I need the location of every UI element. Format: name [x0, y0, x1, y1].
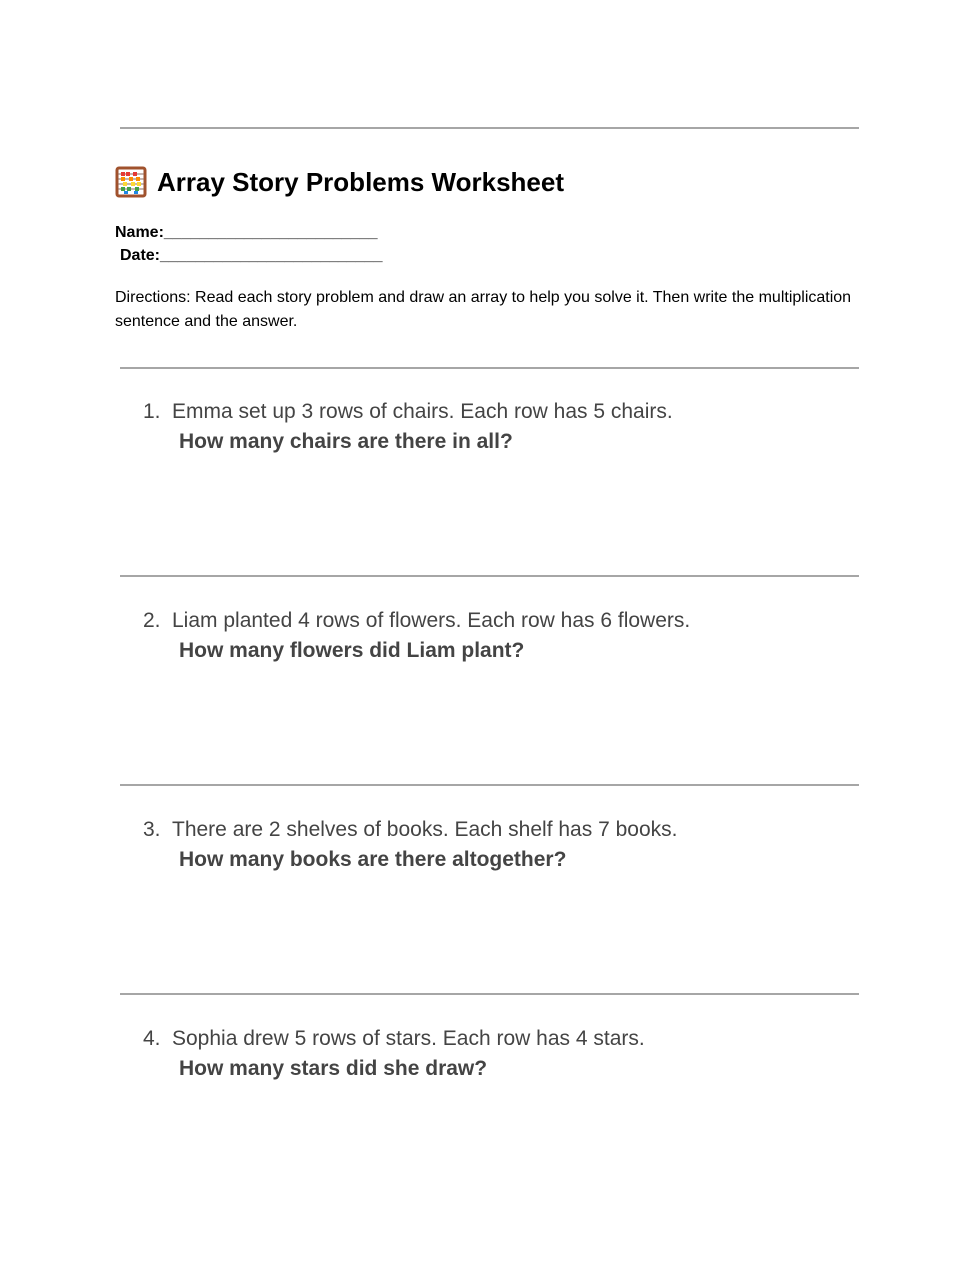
worksheet-title: [115, 166, 564, 198]
problem-4: [143, 1024, 645, 1084]
section-divider: [120, 575, 859, 577]
problem-story: Liam planted 4 rows of flowers. Each row has 6 flowers.: [172, 609, 691, 632]
abacus-icon: [115, 166, 147, 198]
problem-question: How many flowers did Liam plant?: [179, 639, 525, 662]
name-field[interactable]: Name:________________________: [115, 224, 378, 241]
date-field[interactable]: Date:_________________________: [120, 247, 383, 264]
section-divider: [120, 993, 859, 995]
problem-number: 4.: [143, 1027, 161, 1050]
title-text: Array Story Problems Worksheet: [157, 166, 564, 197]
problem-number: 1.: [143, 400, 161, 423]
problem-question: How many stars did she draw?: [179, 1057, 488, 1080]
section-divider: [120, 367, 859, 369]
problem-question: How many chairs are there in all?: [179, 430, 513, 453]
section-divider: [120, 784, 859, 786]
directions-text: Directions: Read each story problem and draw an array to help you solve it. Then write the multiplication sentence and the answer.: [115, 289, 852, 330]
problem-story: Emma set up 3 rows of chairs. Each row has 5 chairs.: [172, 400, 673, 423]
problem-1: [143, 397, 673, 457]
problem-story: There are 2 shelves of books. Each shelf has 7 books.: [172, 818, 678, 841]
problem-story: Sophia drew 5 rows of stars. Each row has 4 stars.: [172, 1027, 645, 1050]
problem-3: [143, 815, 677, 875]
problem-number: 3.: [143, 818, 161, 841]
problem-number: 2.: [143, 609, 161, 632]
problem-question: How many books are there altogether?: [179, 848, 567, 871]
problem-2: [143, 606, 690, 666]
top-divider: [120, 127, 859, 129]
